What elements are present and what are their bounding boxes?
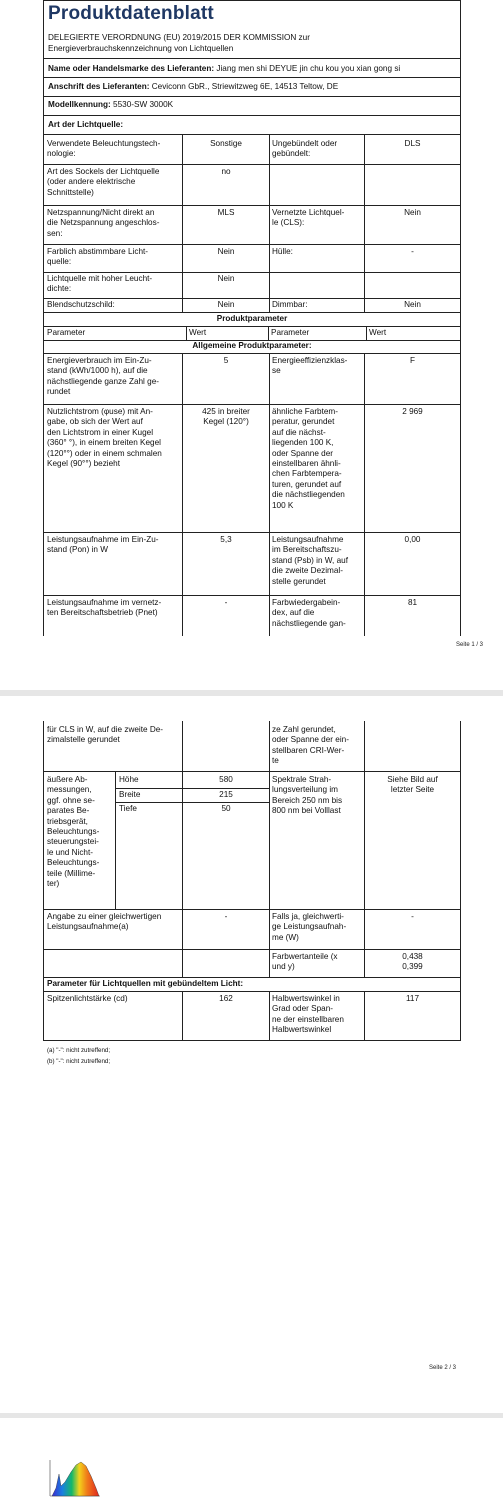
energy-class-value: F — [409, 356, 415, 365]
product-params-heading: Produktparameter — [216, 314, 288, 323]
on-mode-power-value: 5,3 — [220, 535, 232, 544]
spectral-value: Siehe Bild auf letzter Seite — [387, 775, 438, 795]
anti-glare-label: Blendschutzschild: — [47, 300, 115, 309]
dim-height-value: 580 — [219, 775, 233, 784]
col-header-param-1: Parameter — [47, 328, 86, 337]
standby-power-value: 0,00 — [404, 535, 421, 544]
supplier-address-row: Anschrift des Lieferanten: Ceviconn GbR., Striewitzweg 6E, 14513 Teltow, DE — [48, 82, 339, 91]
directional-value: DLS — [404, 139, 421, 148]
cri-value: 81 — [407, 598, 418, 607]
page-number-1: Seite 1 / 3 — [456, 642, 484, 648]
spectral-label: Spektrale Strah- lungsverteilung im Bereich 250 nm bis 800 nm bei Volllast — [272, 775, 343, 816]
useful-flux-label: Nutzlichtstrom (φuse) mit An- gabe, ob sich der Wert auf den Lichtstrom in einer Kugel (360° °), in einem breiten Kegel (120°°) oder in einem schmalen Kegel (90°°) bezieht — [47, 407, 162, 469]
networked-standby-value: - — [224, 598, 228, 607]
equivalent-power-label: Angabe zu einer gleichwertigen Leistungsaufnahme(a) — [47, 912, 162, 932]
footnotes — [47, 1045, 110, 1067]
footnote-a: (a) "-": nicht zutreffend; — [47, 1047, 111, 1054]
spectrum-chart-image — [46, 1458, 102, 1500]
connected-value: Nein — [404, 208, 421, 217]
high-luminance-value: Nein — [217, 274, 235, 283]
regulation-line-2: Energieverbrauchskennzeichnung von Lichtquellen — [48, 44, 234, 53]
tunable-label: Farblich abstimmbare Licht- quelle: — [47, 247, 149, 267]
beam-angle-label: Halbwertswinkel in Grad oder Span- ne der einstellbaren Halbwertswinkel — [272, 994, 344, 1035]
cct-value: 2 969 — [402, 407, 423, 416]
regulation-line-1: DELEGIERTE VERORDNUNG (EU) 2019/2015 DER KOMMISSION zur — [48, 33, 310, 42]
networked-standby-label: Leistungsaufnahme im vernetz- ten Bereitschaftsbetrieb (Pnet) — [47, 598, 162, 618]
energy-class-label: Energieeffizienzklas- se — [272, 356, 348, 376]
cont-left-label: für CLS in W, auf die zweite De- zimalstelle gerundet — [47, 725, 164, 745]
useful-flux-value: 425 in breiter Kegel (120°) — [202, 407, 250, 427]
directional-params-heading: Parameter für Lichtquellen mit gebündeltem Licht: — [47, 979, 244, 988]
cri-label: Farbwiedergabein- dex, auf die nächstliegende gan- — [272, 598, 346, 628]
cap-type-value: no — [221, 167, 231, 176]
page-3 — [0, 1418, 503, 1500]
peak-intensity-value: 162 — [219, 994, 233, 1003]
dim-depth-label: Tiefe — [119, 804, 137, 813]
footnote-b: (b) "-": nicht zutreffend; — [47, 1058, 111, 1065]
cont-right-label: ze Zahl gerundet, oder Spanne der ein- stellbaren CRI-Wer- te — [272, 725, 349, 766]
cct-label: ähnliche Farbtem- peratur, gerundet auf die nächst- liegenden 100 K, oder Spanne der einstellbaren ähnli- chen Farbtempera- turen, gerundet auf die nächstliegenden 100 K — [272, 407, 345, 510]
chromaticity-values: 0,438 0,399 — [402, 952, 423, 972]
supplier-name-row: Name oder Handelsmarke des Lieferanten: Jiang men shi DEYUE jin chu kou you xian gong si — [48, 64, 401, 73]
dim-height-label: Höhe — [119, 775, 139, 784]
page-title: Produktdatenblatt — [48, 3, 214, 24]
dim-width-label: Breite — [119, 790, 141, 799]
general-params-heading: Allgemeine Produktparameter: — [192, 341, 312, 350]
dimmable-value: Nein — [404, 300, 421, 309]
on-mode-power-label: Leistungsaufnahme im Ein-Zu- stand (Pon) in W — [47, 535, 159, 555]
mains-value: MLS — [217, 208, 235, 217]
chromaticity-label: Farbwertanteile (x und y) — [272, 952, 338, 972]
lighting-technology-value: Sonstige — [210, 139, 242, 148]
directional-label: Ungebündelt oder gebündelt: — [272, 139, 338, 159]
energy-consumption-value: 5 — [223, 356, 229, 365]
connected-label: Vernetzte Lichtquel- le (CLS): — [272, 208, 345, 228]
envelope-value: - — [411, 247, 414, 256]
dim-depth-value: 50 — [221, 804, 231, 813]
cap-type-label: Art des Sockels der Lichtquelle (oder andere elektrische Schnittstelle) — [47, 167, 160, 197]
page-1 — [0, 0, 503, 690]
col-header-value-1: Wert — [189, 328, 207, 337]
equivalent-watt-label: Falls ja, gleichwerti- ge Leistungsaufnah- me (W) — [272, 912, 347, 942]
high-luminance-label: Lichtquelle mit hoher Leucht- dichte: — [47, 274, 153, 294]
page-2 — [0, 696, 503, 1413]
energy-consumption-label: Energieverbrauch im Ein-Zu- stand (kWh/1000 h), auf die nächstliegende ganze Zahl ge- rundet — [47, 356, 159, 397]
dimensions-label: äußere Ab- messungen, ggf. ohne se- parates Be- triebsgerät, Beleuchtungs- steuerungstei- le und Nicht- Beleuchtungs- teile (Millime- ter) — [47, 775, 100, 889]
standby-power-label: Leistungsaufnahme im Bereitschaftszu- stand (Psb) in W, auf die zweite Dezimal- stelle gerundet — [272, 535, 348, 586]
dim-width-value: 215 — [219, 790, 233, 799]
col-header-param-2: Parameter — [271, 328, 310, 337]
anti-glare-value: Nein — [217, 300, 235, 309]
peak-intensity-label: Spitzenlichtstärke (cd) — [47, 994, 128, 1003]
col-header-value-2: Wert — [369, 328, 387, 337]
equivalent-watt-value: - — [411, 912, 414, 921]
lighting-technology-label: Verwendete Beleuchtungstech- nologie: — [47, 139, 161, 159]
equivalent-power-value: - — [224, 912, 228, 921]
dimmable-label: Dimmbar: — [272, 300, 308, 309]
tunable-value: Nein — [217, 247, 235, 256]
beam-angle-value: 117 — [405, 994, 420, 1003]
mains-label: Netzspannung/Nicht direkt an die Netzspannung angeschlos- sen: — [47, 208, 160, 238]
envelope-label: Hülle: — [272, 247, 293, 256]
page-number-2: Seite 2 / 3 — [429, 1365, 457, 1371]
model-row: Modellkennung: 5530-SW 3000K — [48, 100, 174, 109]
light-source-type-heading: Art der Lichtquelle: — [48, 120, 124, 129]
